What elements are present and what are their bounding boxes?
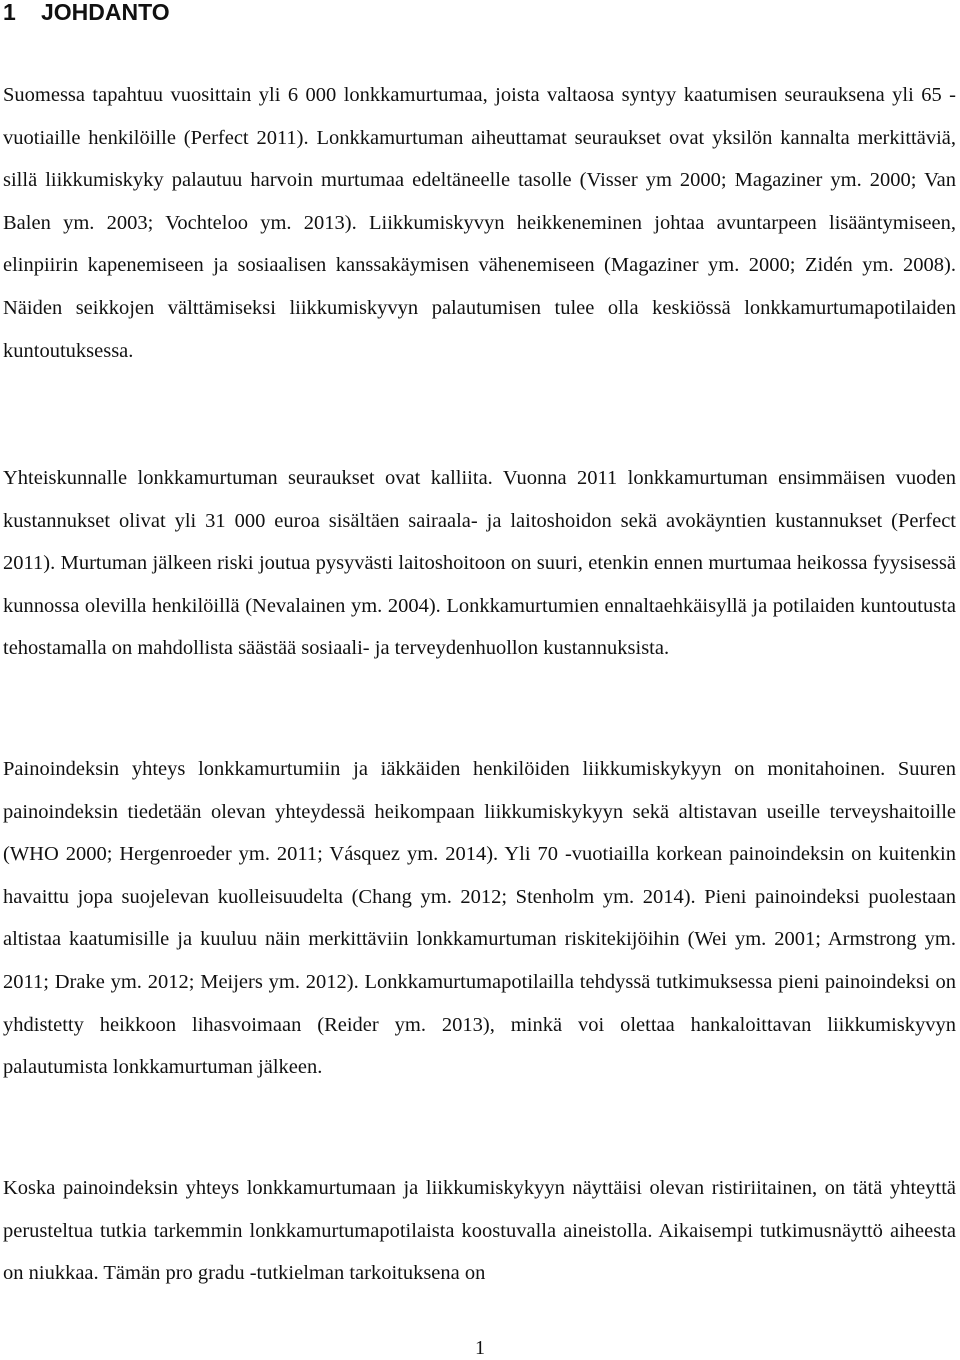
document-page (3, 0, 956, 1358)
chapter-number: 1 (3, 0, 16, 25)
chapter-heading (3, 0, 170, 27)
page-number: 1 (475, 1337, 485, 1359)
body-paragraph: Painoindeksin yhteys lonkkamurtumiin ja iäkkäiden henkilöiden liikkumiskykyyn on monitahoinen. Suuren painoindeksin tiedetään olevan yhteydessä heikompaan liikkumiskykyyn sekä altistavan useille terveyshaitoille (WHO 2000; Hergenroeder ym. 2011; Vásquez ym. 2014). Yli 70 -vuotiailla korkean painoindeksin on kuitenkin havaittu jopa suojelevan kuolleisuudelta (Chang ym. 2012; Stenholm ym. 2014). Pieni painoindeksi puolestaan altistaa kaatumisille ja kuuluu näin merkittäviin lonkkamurtuman riskitekijöihin (Wei ym. 2001; Armstrong ym. 2011; Drake ym. 2012; Meijers ym. 2012). Lonkkamurtumapotilailla tehdyssä tutkimuksessa pieni painoindeksi on yhdistetty heikkoon lihasvoimaan (Reider ym. 2013), minkä voi olettaa hankaloittavan liikkumiskyvyn palautumista lonkkamurtuman jälkeen. (3, 758, 956, 1079)
body-paragraph: Suomessa tapahtuu vuosittain yli 6 000 lonkkamurtumaa, joista valtaosa syntyy kaatumisen seurauksena yli 65 -vuotiaille henkilöille (Perfect 2011). Lonkkamurtuman aiheuttamat seuraukset ovat yksilön kannalta merkittäviä, sillä liikkumiskyky palautuu harvoin murtumaa edeltäneelle tasolle (Visser ym 2000; Magaziner ym. 2000; Van Balen ym. 2003; Vochteloo ym. 2013). Liikkumiskyvyn heikkeneminen johtaa avuntarpeen lisääntymiseen, elinpiirin kapenemiseen ja sosiaalisen kanssakäymisen vähenemiseen (Magaziner ym. 2000; Zidén ym. 2008). Näiden seikkojen välttämiseksi liikkumiskyvyn palautumisen tulee olla keskiössä lonkkamurtumapotilaiden kuntoutuksessa. (3, 84, 956, 362)
body-paragraph: Yhteiskunnalle lonkkamurtuman seuraukset ovat kalliita. Vuonna 2011 lonkkamurtuman ensimmäisen vuoden kustannukset olivat yli 31 000 euroa sisältäen sairaala- ja laitoshoidon sekä avokäyntien kustannukset (Perfect 2011). Murtuman jälkeen riski joutua pysyvästi laitoshoitoon on suuri, etenkin ennen murtumaa heikossa fyysisessä kunnossa olevilla henkilöillä (Nevalainen ym. 2004). Lonkkamurtumien ennaltaehkäisyllä ja potilaiden kuntoutusta tehostamalla on mahdollista säästää sosiaali- ja terveydenhuollon kustannuksista. (3, 467, 956, 660)
chapter-title: JOHDANTO (41, 0, 170, 25)
body-paragraph: Koska painoindeksin yhteys lonkkamurtumaan ja liikkumiskykyyn näyttäisi olevan ristiriitainen, on tätä yhteyttä perusteltua tutkia tarkemmin lonkkamurtumapotilaista koostuvalla aineistolla. Aikaisempi tutkimusnäyttö aiheesta on niukkaa. Tämän pro gradu -tutkielman tarkoituksena on (3, 1177, 956, 1285)
